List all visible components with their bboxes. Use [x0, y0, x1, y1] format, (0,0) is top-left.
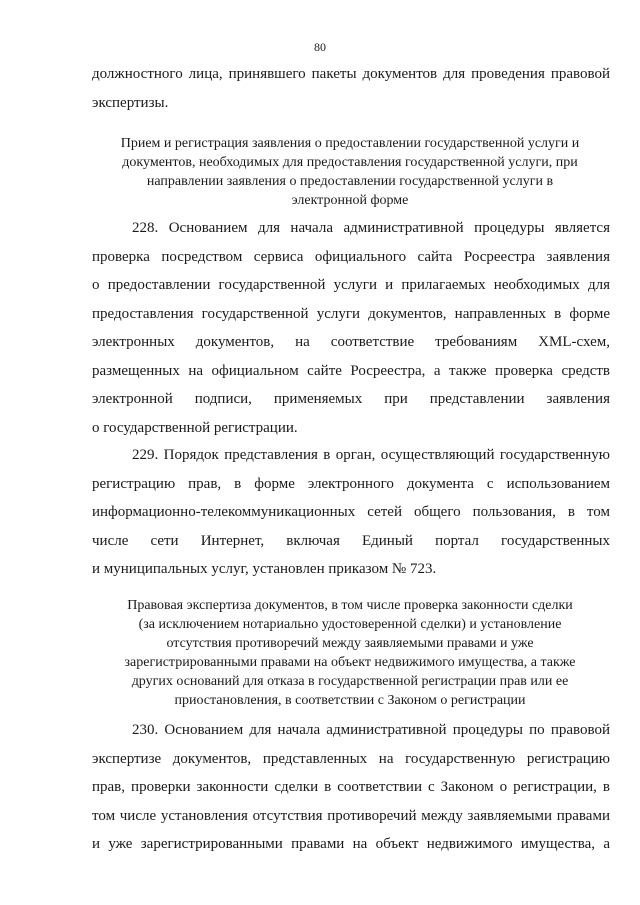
heading-line: (за исключением нотариально удостоверенной сделки) и установление	[138, 617, 562, 632]
section-heading-electronic-form	[80, 134, 620, 210]
text-line: и муниципальных услуг, установлен приказом № 723.	[92, 561, 437, 577]
text-line: и уже зарегистрированными правами на объект недвижимого имущества, а	[92, 836, 610, 852]
text-line: о государственной регистрации.	[92, 419, 298, 436]
text-line: экспертизе документов, представленных на государственную регистрацию	[92, 750, 610, 767]
text-line: том числе установления отсутствия противоречий между заявляемыми правами	[92, 807, 610, 824]
heading-line: Правовая экспертиза документов, в том числе проверка законности сделки	[127, 598, 573, 613]
text-line: должностного лица, принявшего пакеты документов для проведения правовой	[92, 66, 610, 82]
paragraph-229	[92, 441, 610, 584]
page-number: 80	[314, 40, 326, 54]
text-line: информационно-телекоммуникационных сетей общего пользования, в том	[92, 504, 610, 520]
text-line: регистрацию прав, в форме электронного документа с использованием	[92, 475, 610, 492]
text-line: прав, проверки законности сделки в соответствии с Законом о регистрации, в	[92, 779, 610, 795]
section-heading-legal-expertise	[80, 596, 620, 710]
heading-line: документов, необходимых для предоставления государственной услуги, при	[122, 155, 578, 170]
text-line: числе сети Интернет, включая Единый портал государственных	[92, 532, 610, 549]
heading-line: направлении заявления о предоставлении государственной услуги в	[146, 174, 554, 189]
heading-line: Прием и регистрация заявления о предоставлении государственной услуги и	[120, 136, 580, 151]
text-line: 228. Основанием для начала административной процедуры является	[132, 220, 610, 236]
text-line: размещенных на официальном сайте Росреестра, а также проверка средств	[92, 362, 610, 379]
text-line: предоставления государственной услуги документов, направленных в форме	[92, 305, 610, 322]
text-line: 229. Порядок представления в орган, осуществляющий государственную	[132, 447, 610, 463]
text-line: о предоставлении государственной услуги и прилагаемых необходимых для	[92, 277, 610, 293]
text-line: проверка посредством сервиса официального сайта Росреестра заявления	[92, 248, 610, 265]
heading-line: зарегистрированными правами на объект недвижимого имущества, а также	[124, 655, 576, 670]
heading-line: других оснований для отказа в государственной регистрации прав или ее	[131, 674, 569, 689]
text-line: экспертизы.	[92, 94, 169, 111]
heading-line: отсутствия противоречий между заявляемыми правами и уже	[166, 636, 534, 651]
text-line: 230. Основанием для начала административной процедуры по правовой	[132, 722, 610, 738]
heading-line: электронной форме	[291, 193, 409, 208]
text-line: электронной подписи, применяемых при представлении заявления	[92, 391, 610, 407]
heading-line: приостановления, в соответствии с Законом о регистрации	[174, 693, 526, 708]
paragraph-228	[92, 214, 610, 442]
paragraph-230	[92, 716, 610, 859]
text-line: электронных документов, на соответствие требованиям XML-схем,	[92, 334, 610, 350]
paragraph-continuation	[92, 60, 610, 117]
